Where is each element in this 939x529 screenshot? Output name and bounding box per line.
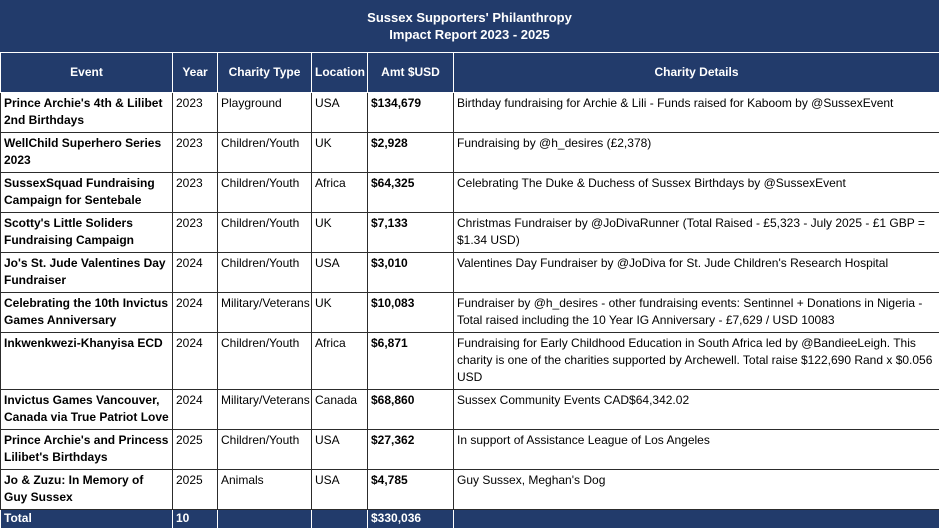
amount-cell: $10,083 — [368, 293, 454, 333]
year-cell: 2023 — [173, 133, 218, 173]
location-cell: Canada — [312, 390, 368, 430]
table-row — [1, 133, 939, 173]
philanthropy-table — [0, 52, 939, 529]
total-label: Total — [1, 510, 173, 529]
year-cell: 2023 — [173, 93, 218, 133]
details-cell: Fundraiser by @h_desires - other fundraising events: Sentinnel + Donations in Nigeria - Total raised including the 10 Year IG Anniversary - £7,629 / USD 10083 — [454, 293, 939, 333]
event-cell: Prince Archie's and Princess Lilibet's Birthdays — [1, 430, 173, 470]
amount-cell: $6,871 — [368, 333, 454, 390]
column-header-amount: Amt $USD — [368, 53, 454, 93]
event-cell: Invictus Games Vancouver, Canada via True Patriot Love — [1, 390, 173, 430]
amount-cell: $27,362 — [368, 430, 454, 470]
details-cell: Fundraising by @h_desires (£2,378) — [454, 133, 939, 173]
amount-cell: $68,860 — [368, 390, 454, 430]
table-row — [1, 470, 939, 510]
charity-type-cell: Children/Youth — [218, 213, 312, 253]
table-row — [1, 93, 939, 133]
total-empty-details — [454, 510, 939, 529]
report-subtitle: Impact Report 2023 - 2025 — [0, 26, 939, 43]
event-cell: SussexSquad Fundraising Campaign for Sentebale — [1, 173, 173, 213]
location-cell: USA — [312, 430, 368, 470]
amount-cell: $4,785 — [368, 470, 454, 510]
charity-type-cell: Children/Youth — [218, 333, 312, 390]
amount-cell: $134,679 — [368, 93, 454, 133]
amount-cell: $3,010 — [368, 253, 454, 293]
charity-type-cell: Children/Youth — [218, 173, 312, 213]
charity-type-cell: Children/Youth — [218, 133, 312, 173]
column-header-charity-type: Charity Type — [218, 53, 312, 93]
header-row — [1, 53, 939, 93]
details-cell: Fundraising for Early Childhood Education in South Africa led by @BandieeLeigh. This charity is one of the charities supported by Archewell. Total raise $122,690 Rand x $0.056 USD — [454, 333, 939, 390]
table-row — [1, 253, 939, 293]
column-header-location: Location — [312, 53, 368, 93]
details-cell: Celebrating The Duke & Duchess of Sussex Birthdays by @SussexEvent — [454, 173, 939, 213]
year-cell: 2023 — [173, 213, 218, 253]
table-row — [1, 390, 939, 430]
charity-type-cell: Military/Veterans — [218, 293, 312, 333]
column-header-year: Year — [173, 53, 218, 93]
location-cell: UK — [312, 213, 368, 253]
table-row — [1, 333, 939, 390]
amount-cell: $2,928 — [368, 133, 454, 173]
table-row — [1, 430, 939, 470]
table-row — [1, 173, 939, 213]
year-cell: 2024 — [173, 293, 218, 333]
table-row — [1, 213, 939, 253]
location-cell: UK — [312, 133, 368, 173]
charity-type-cell: Children/Youth — [218, 430, 312, 470]
year-cell: 2024 — [173, 253, 218, 293]
total-empty-location — [312, 510, 368, 529]
event-cell: Inkwenkwezi-Khanyisa ECD — [1, 333, 173, 390]
event-cell: Jo's St. Jude Valentines Day Fundraiser — [1, 253, 173, 293]
year-cell: 2024 — [173, 390, 218, 430]
location-cell: USA — [312, 93, 368, 133]
details-cell: Valentines Day Fundraiser by @JoDiva for St. Jude Children's Research Hospital — [454, 253, 939, 293]
location-cell: Africa — [312, 173, 368, 213]
charity-type-cell: Playground — [218, 93, 312, 133]
location-cell: Africa — [312, 333, 368, 390]
location-cell: USA — [312, 253, 368, 293]
details-cell: Sussex Community Events CAD$64,342.02 — [454, 390, 939, 430]
year-cell: 2025 — [173, 470, 218, 510]
amount-cell: $64,325 — [368, 173, 454, 213]
report-title: Sussex Supporters' Philanthropy — [0, 9, 939, 26]
column-header-event: Event — [1, 53, 173, 93]
amount-cell: $7,133 — [368, 213, 454, 253]
charity-type-cell: Military/Veterans — [218, 390, 312, 430]
year-cell: 2025 — [173, 430, 218, 470]
details-cell: Birthday fundraising for Archie & Lili - Funds raised for Kaboom by @SussexEvent — [454, 93, 939, 133]
total-amount: $330,036 — [368, 510, 454, 529]
location-cell: USA — [312, 470, 368, 510]
column-header-details: Charity Details — [454, 53, 939, 93]
year-cell: 2024 — [173, 333, 218, 390]
details-cell: In support of Assistance League of Los Angeles — [454, 430, 939, 470]
year-cell: 2023 — [173, 173, 218, 213]
total-count: 10 — [173, 510, 218, 529]
charity-type-cell: Children/Youth — [218, 253, 312, 293]
table-row — [1, 293, 939, 333]
details-cell: Christmas Fundraiser by @JoDivaRunner (Total Raised - £5,323 - July 2025 - £1 GBP = $1.34 USD) — [454, 213, 939, 253]
event-cell: Jo & Zuzu: In Memory of Guy Sussex — [1, 470, 173, 510]
total-row — [1, 510, 939, 529]
details-cell: Guy Sussex, Meghan's Dog — [454, 470, 939, 510]
event-cell: Celebrating the 10th Invictus Games Anniversary — [1, 293, 173, 333]
charity-type-cell: Animals — [218, 470, 312, 510]
location-cell: UK — [312, 293, 368, 333]
total-empty-type — [218, 510, 312, 529]
event-cell: Prince Archie's 4th & Lilibet 2nd Birthdays — [1, 93, 173, 133]
report-header — [0, 0, 939, 52]
event-cell: Scotty's Little Soliders Fundraising Campaign — [1, 213, 173, 253]
event-cell: WellChild Superhero Series 2023 — [1, 133, 173, 173]
